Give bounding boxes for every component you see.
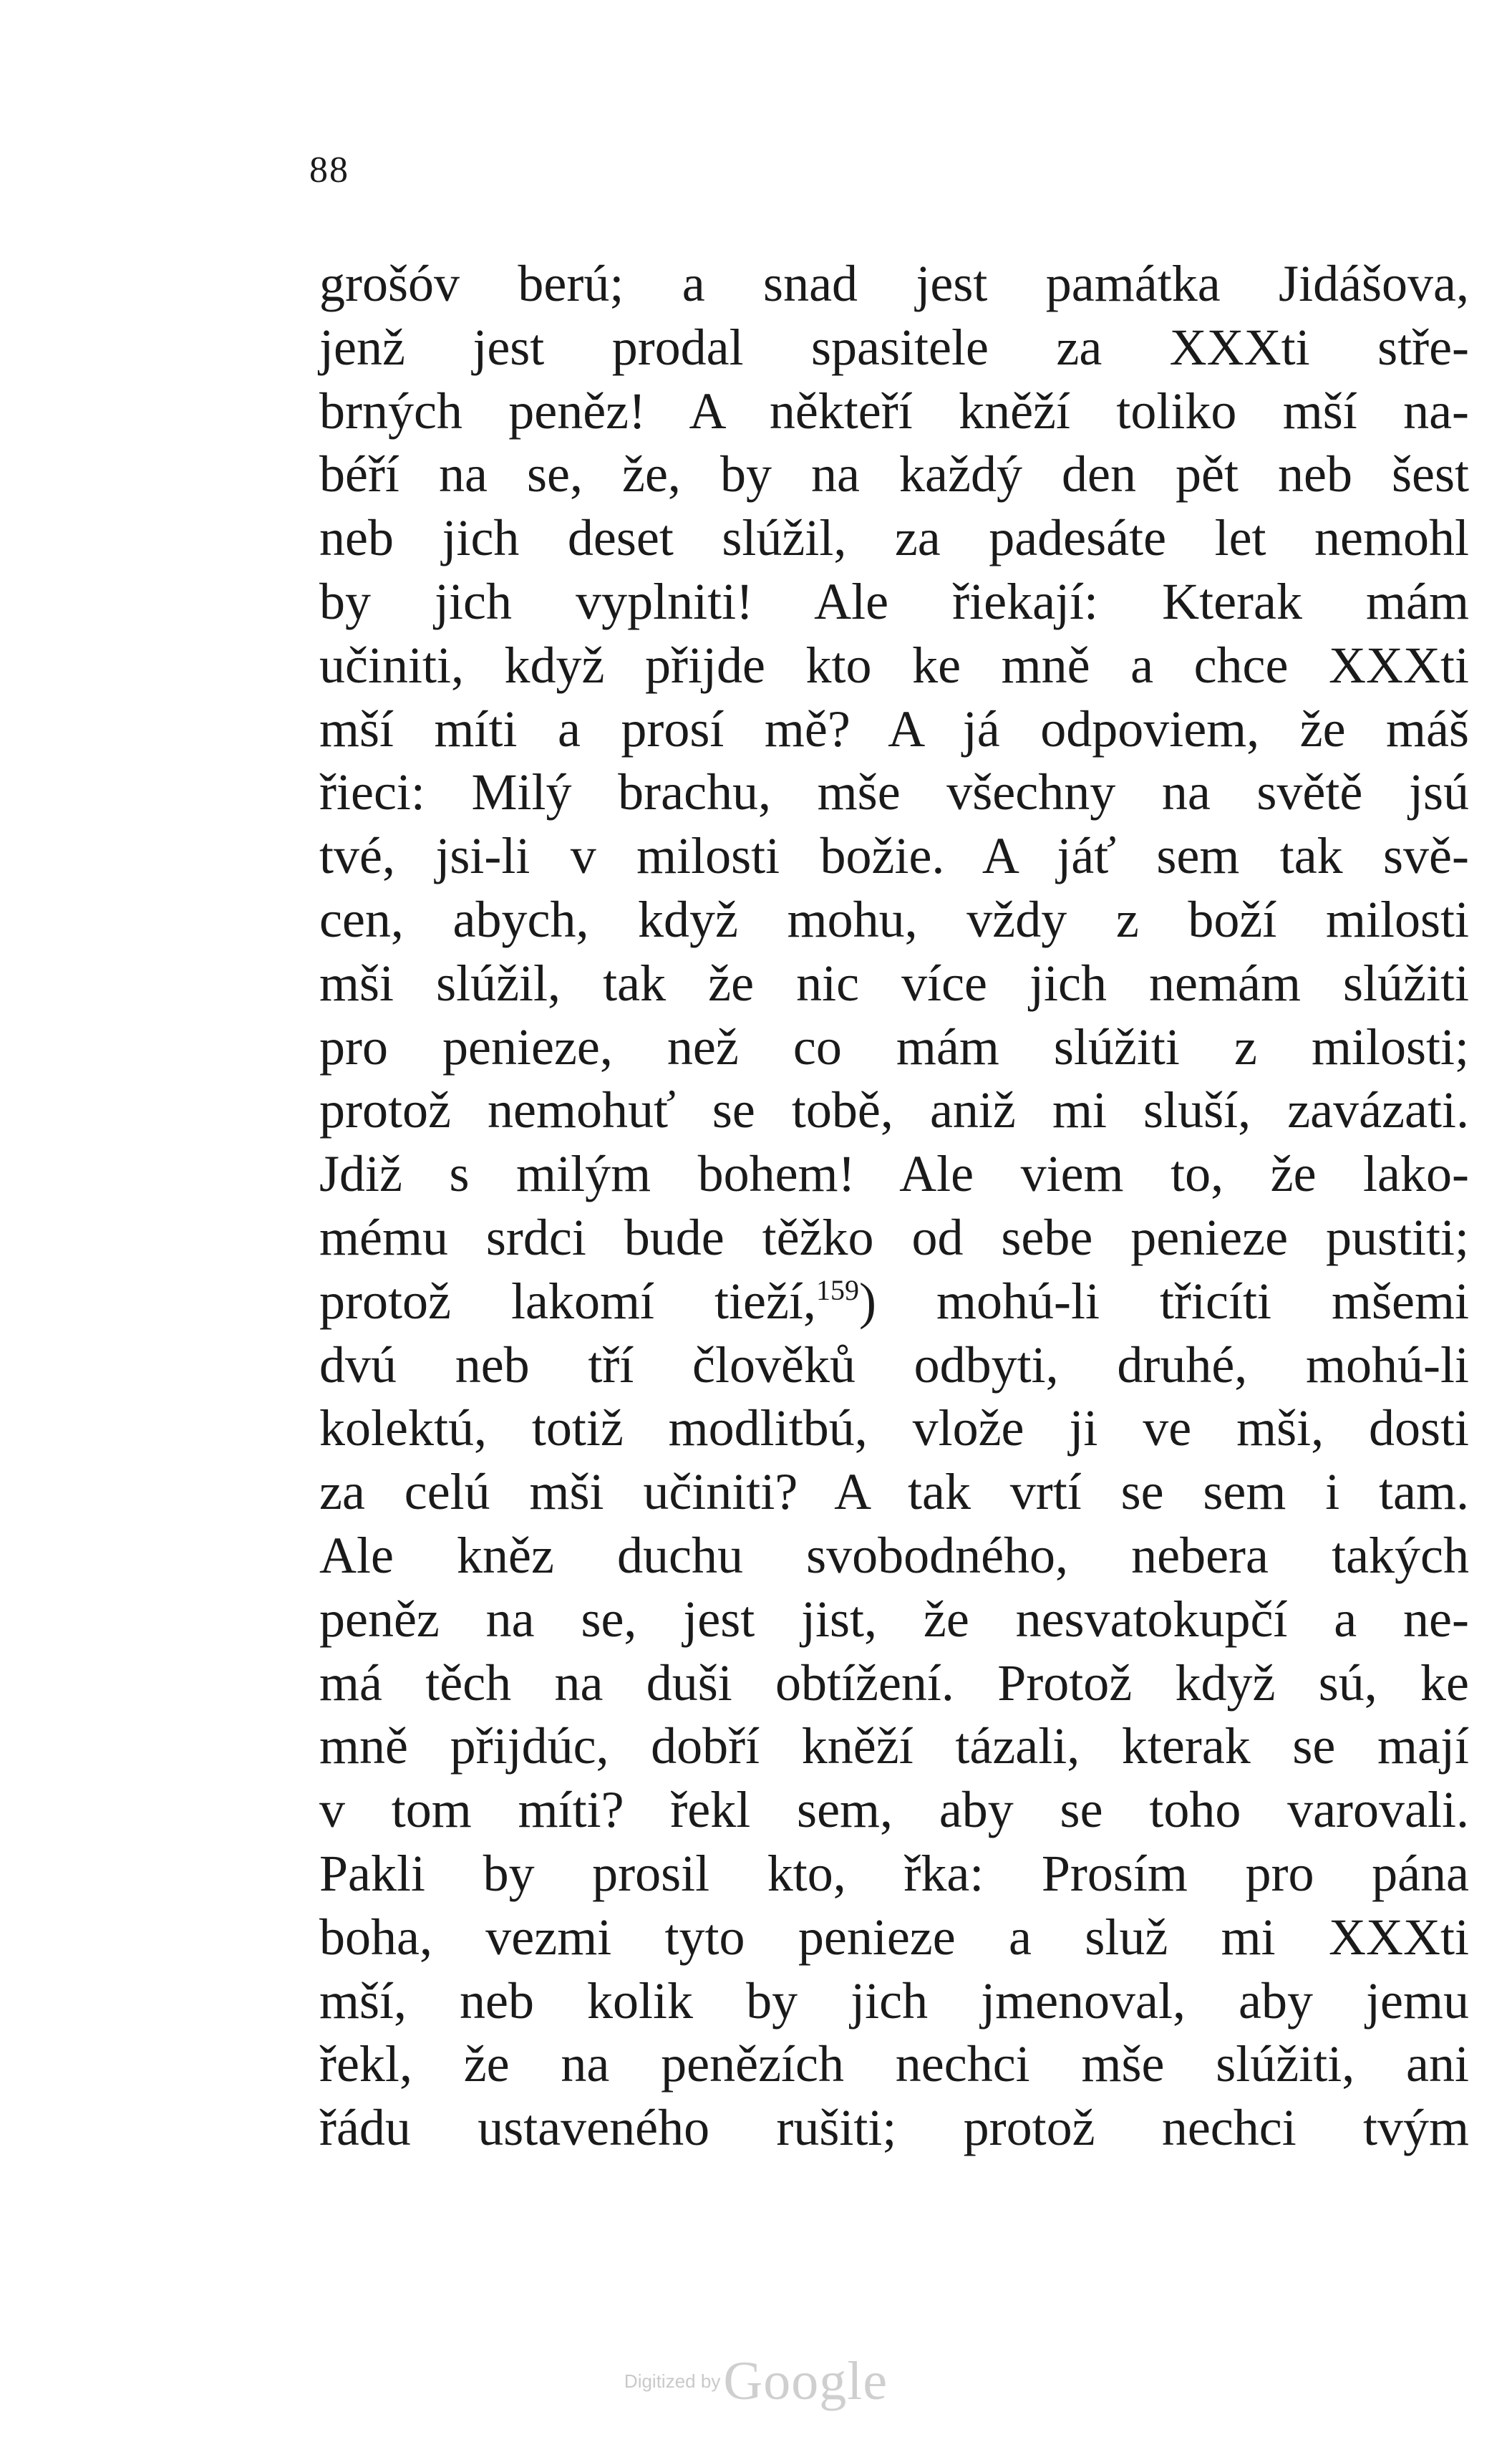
text-line: učiniti, když přijde kto ke mně a chce XXXti xyxy=(319,636,1469,694)
text-line: mší míti a prosí mě? A já odpoviem, že máš xyxy=(319,700,1469,758)
footnote-marker: 159 xyxy=(815,1273,859,1306)
text-line: mši slúžil, tak že nic více jich nemám slúžiti xyxy=(319,954,1469,1012)
text-line: protož nemohuť se tobě, aniž mi sluší, zavázati. xyxy=(319,1081,1469,1139)
text-line: řádu ustaveného rušiti; protož nechci tvým xyxy=(319,2099,1469,2157)
text-line: grošóv berú; a snad jest památka Jidášova, xyxy=(319,255,1469,312)
text-line: Jdiž s milým bohem! Ale viem to, že lako- xyxy=(319,1145,1469,1203)
text-segment: ) mohú-li třicíti mšemi xyxy=(858,1272,1469,1330)
text-line: jenž jest prodal spasitele za XXXti stře- xyxy=(319,318,1469,376)
text-line: mně přijdúc, dobří kněží tázali, kterak se mají xyxy=(319,1717,1469,1775)
page-number: 88 xyxy=(309,150,349,190)
text-line: brných peněz! A někteří kněží toliko mší na- xyxy=(319,382,1469,440)
digitized-by-google-watermark xyxy=(0,2350,1512,2413)
text-line: peněz na se, jest jist, že nesvatokupčí a ne- xyxy=(319,1590,1469,1648)
body-text xyxy=(319,252,1469,2160)
text-line: dvú neb tří člověků odbyti, druhé, mohú-li xyxy=(319,1336,1469,1394)
text-line: řekl, že na penězích nechci mše slúžiti, ani xyxy=(319,2035,1469,2093)
text-line: mší, neb kolik by jich jmenoval, aby jemu xyxy=(319,1972,1469,2030)
text-line: mému srdci bude těžko od sebe penieze pustiti; xyxy=(319,1208,1469,1266)
text-line: béří na se, že, by na každý den pět neb šest xyxy=(319,445,1469,503)
text-line: boha, vezmi tyto penieze a služ mi XXXti xyxy=(319,1908,1469,1966)
text-line: má těch na duši obtížení. Protož když sú, ke xyxy=(319,1654,1469,1712)
text-line: v tom míti? řekl sem, aby se toho varovali. xyxy=(319,1781,1469,1839)
text-line: Pakli by prosil kto, řka: Prosím pro pána xyxy=(319,1844,1469,1902)
text-line: cen, abych, když mohu, vždy z boží milosti xyxy=(319,890,1469,948)
text-line: za celú mši učiniti? A tak vrtí se sem i tam. xyxy=(319,1463,1469,1521)
text-line: pro penieze, než co mám slúžiti z milosti; xyxy=(319,1018,1469,1076)
text-line: neb jich deset slúžil, za padesáte let nemohl xyxy=(319,509,1469,567)
watermark-prefix: Digitized by xyxy=(624,2370,721,2392)
text-line: řieci: Milý brachu, mše všechny na světě jsú xyxy=(319,763,1469,821)
text-line: tvé, jsi-li v milosti božie. A jáť sem tak svě- xyxy=(319,827,1469,885)
text-line xyxy=(319,1270,1469,1333)
text-line: Ale kněz duchu svobodného, nebera takých xyxy=(319,1526,1469,1584)
google-logo: Google xyxy=(723,2351,888,2411)
text-line: by jich vyplniti! Ale řiekají: Kterak mám xyxy=(319,572,1469,630)
text-segment: protož lakomí tieží, xyxy=(319,1272,816,1330)
text-line: kolektú, totiž modlitbú, vlože ji ve mši, dosti xyxy=(319,1399,1469,1457)
